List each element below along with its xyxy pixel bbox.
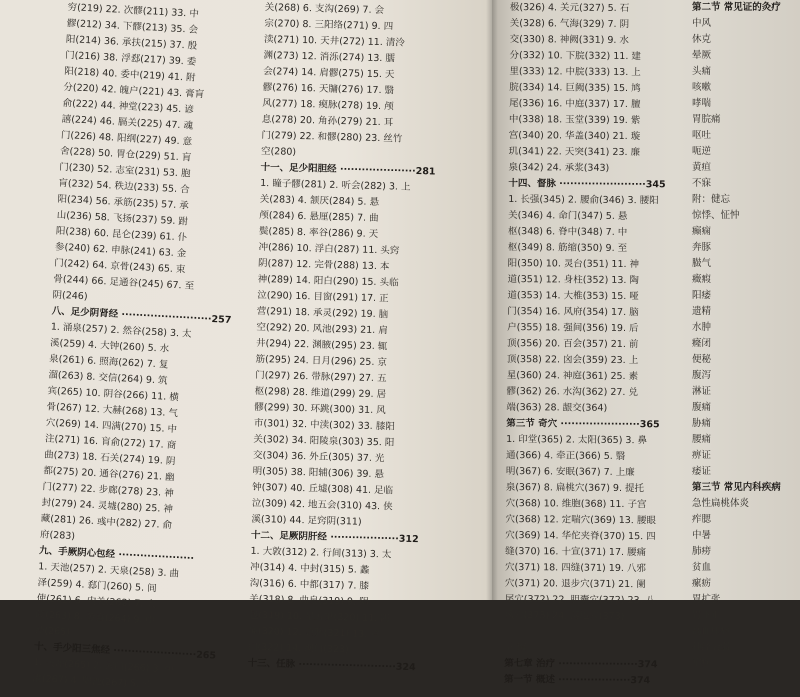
index-line: 髎(276) 16. 天牖(276) 17. 翳 [262,81,395,97]
index-line: 胁痛 [692,418,712,429]
index-line: 癃闭 [692,338,712,349]
index-line: 1. 关冲(265) 2. 液门(266) 3. 中 [32,657,175,676]
index-line: 颅(284) 6. 悬厘(285) 7. 曲 [259,209,379,225]
index-line: 髎(299) 30. 环跳(300) 31. 风 [254,401,386,417]
index-line: 哮喘 [692,98,712,109]
index-line: 泣(309) 42. 地五会(310) 43. 侠 [251,497,393,513]
index-line: 陵(263) 8. 劳宫(264) 9. 中 [35,609,156,627]
index-line: 风穴(373) 24. 落地穴(373) [504,609,625,623]
index-line: 端(363) 28. 龈交(364) [506,401,608,414]
index-line: 尾(336) 16. 中庭(337) 17. 膻 [509,97,641,111]
index-line: 钟(307) 40. 丘墟(308) 41. 足临 [252,481,394,497]
index-line: 1. 印堂(365) 2. 太阳(365) 3. 鼻 [506,433,648,447]
index-line: 1. 涌泉(257) 2. 然谷(258) 3. 太 [50,321,192,340]
index-line: 腰痛 [692,434,712,445]
index-line: 门(354) 16. 风府(354) 17. 脑 [507,305,639,319]
index-line: 奔豚 [692,242,712,253]
index-line: 参(240) 62. 申脉(241) 63. 金 [54,241,187,260]
index-line: 附：健忘 [692,194,731,205]
index-line: 枢(298) 28. 维道(299) 29. 居 [254,385,387,401]
index-line: 痄腮 [692,514,712,525]
index-line: 冲(265) [34,625,71,638]
index-line: 息(278) 20. 角孙(279) 21. 耳 [261,113,394,129]
index-line: 穴(269) 14. 四满(270) 15. 中 [45,417,178,436]
index-line: 譆(224) 46. 膈关(225) 47. 魂 [61,113,194,132]
index-line: 呃逆 [692,146,712,157]
index-line: 阳(350) 10. 灵台(351) 11. 神 [507,257,640,271]
index-line: 关(302) 34. 阳陵泉(303) 35. 阳 [253,433,395,449]
index-line: 缝(370) 16. 十宣(371) 17. 腰痛 [505,545,647,559]
index-line: 癥瘕 [692,274,712,285]
index-line: 便秘 [692,354,712,365]
index-line: 宗(270) 8. 三阳络(271) 9. 四 [264,17,394,33]
index-line: 呕吐 [692,130,712,141]
index-line: 穴(368) 12. 定喘穴(369) 13. 腰眼 [505,513,656,527]
right-page [492,0,800,687]
index-line: 阳(234) 56. 承筋(235) 57. 承 [57,193,190,212]
index-line: 都(275) 20. 通谷(276) 21. 幽 [43,465,175,484]
index-line: 第三节 常见内科疾病 [692,482,781,493]
index-line: 第七章 治疗 ······················374 [504,657,658,671]
index-line: 关(268) 6. 支沟(269) 7. 会 [264,1,385,17]
index-line: 鬓(285) 8. 率谷(286) 9. 天 [258,225,379,241]
index-line: 山(236) 58. 飞扬(237) 59. 跗 [56,209,189,228]
index-line: 明(305) 38. 阳辅(306) 39. 悬 [252,465,385,481]
index-line: 封(279) 24. 灵墟(280) 25. 神 [41,497,174,516]
index-line: 尾穴(372) 22. 胆囊穴(372) 23. 八 [504,593,656,607]
index-line: 九、手厥阴心包经 ····················· [38,545,195,565]
index-line: 神(289) 14. 阳白(290) 15. 头临 [257,273,399,289]
index-line: 溪(310) 44. 足窍阴(311) [251,513,362,528]
index-line: 户(355) 18. 强间(356) 19. 后 [507,321,639,335]
index-line: 藏(281) 26. 彧中(282) 27. 俞 [40,513,173,532]
right-page-column-1 [504,0,680,689]
index-line: 营(291) 18. 承灵(292) 19. 脑 [256,305,389,321]
index-line: 市(301) 32. 中渎(302) 33. 膝阳 [253,417,395,433]
index-line: 穷(219) 22. 次髎(211) 33. 中 [67,1,200,20]
index-line: 渎(271) 10. 天井(272) 11. 清泠 [263,33,405,49]
index-line: 胃下垂 [692,610,721,621]
index-line: 穴(371) 18. 四缝(371) 19. 八邪 [504,561,646,575]
index-line: 明(367) 6. 安眠(367) 7. 上廉 [505,465,635,479]
index-line: 中风 [692,18,712,29]
index-line: 使(261) 6. 内关(262) 7. 大 [36,593,157,611]
index-line: 十一、足少阳胆经 ·····················281 [260,161,436,178]
index-line: 枢(348) 6. 脊中(348) 7. 中 [507,225,628,239]
index-line: 冲(314) 4. 中封(315) 5. 蠡 [250,561,370,576]
index-line: 门(216) 38. 浮郄(217) 39. 委 [64,49,197,68]
index-line: 休克 [692,34,712,45]
index-line: 头痛 [692,66,712,77]
index-line: 分(332) 10. 下脘(332) 11. 建 [509,49,641,63]
index-line: 门(279) 22. 和髎(280) 23. 丝竹 [261,129,403,145]
index-line: 不寐 [692,178,712,189]
index-line: 髎(362) 26. 水沟(362) 27. 兑 [506,385,639,399]
index-line: 关(318) 8. 曲泉(319) 9. 阴 [249,593,369,608]
index-line: 腹泻 [692,370,712,381]
index-line: 渚(267) 4. 阳池(267) 5. 外 [32,673,152,691]
index-line: 胃脘痛 [692,114,721,125]
index-line: 关(283) 4. 颔厌(284) 5. 悬 [259,193,380,209]
index-line: 沟(316) 6. 中都(317) 7. 膝 [249,577,370,592]
index-line: 水肿 [692,322,712,333]
index-line: 舍(228) 50. 胃仓(229) 51. 肓 [59,145,192,164]
index-line: 玑(341) 22. 天突(341) 23. 廉 [508,145,641,159]
index-line: 泽(259) 4. 郄门(260) 5. 间 [37,577,157,595]
index-line: 中(338) 18. 玉堂(339) 19. 紫 [508,113,641,127]
index-line: 髎(212) 34. 下髎(213) 35. 会 [66,17,199,36]
index-line: 顶(358) 22. 囟会(359) 23. 上 [506,353,639,367]
index-line: 筋(295) 24. 日月(296) 25. 京 [255,353,388,369]
index-line: 泣(290) 16. 目窗(291) 17. 正 [257,289,389,305]
index-line: 宫(340) 20. 华盖(340) 21. 璇 [508,129,641,143]
index-line: 阳痿 [692,290,712,301]
index-line: 骨(267) 12. 大赫(268) 13. 气 [46,401,179,420]
index-line: 十、手少阳三焦经 ·······················265 [33,641,217,662]
index-line: 中暑 [692,530,712,541]
index-line: 门(322) 14. 期门(323) [247,641,349,656]
index-line: 下 篇 [504,641,527,654]
left-page-column-1 [32,0,232,695]
index-line: 八、足少阴肾经 ·························257 [51,305,232,326]
index-line: 阳(214) 36. 承扶(215) 37. 殷 [65,33,198,52]
index-line: 风(277) 18. 瘈脉(278) 19. 颅 [262,97,394,113]
index-line: 高血压病 [692,626,731,637]
index-line: 阳(218) 40. 委中(219) 41. 附 [63,65,196,84]
index-line: 第一节 概述 ····················374 [504,673,651,687]
index-line: 井(294) 22. 渊腋(295) 23. 辄 [255,337,388,353]
left-page-column-2 [247,0,450,677]
index-line: 阴(287) 12. 完骨(288) 13. 本 [257,257,390,273]
book-gutter-shadow [486,0,498,600]
index-line: 肓(232) 54. 秩边(233) 55. 合 [58,177,190,196]
index-line: 渊(273) 12. 消泺(274) 13. 臑 [263,49,396,65]
index-line: 门(242) 64. 京骨(243) 65. 束 [53,257,186,276]
index-line: 府(283) [39,529,76,543]
index-line: 星(360) 24. 神庭(361) 25. 素 [506,369,639,383]
index-line: 穴(368) 10. 维胞(368) 11. 子宫 [505,497,647,511]
index-line: 穴(369) 14. 华佗夹脊(370) 15. 四 [505,529,656,543]
index-line: 道(351) 12. 身柱(352) 13. 陶 [507,273,639,287]
index-line: 极(326) 4. 关元(327) 5. 石 [509,1,630,15]
index-line: 阴(246) [52,289,88,303]
index-line: 溜(263) 8. 交信(264) 9. 筑 [48,369,168,387]
index-line: 穴(371) 20. 退步穴(371) 21. 阑 [504,577,646,591]
index-line: 交(304) 36. 外丘(305) 37. 光 [252,449,385,465]
index-line: 肺痨 [692,546,712,557]
index-line: 门(226) 48. 阳纲(227) 49. 意 [60,129,193,148]
index-line: 阳(238) 60. 昆仑(239) 61. 仆 [55,225,188,244]
index-line: 骨(244) 66. 足通谷(245) 67. 至 [53,273,195,292]
index-line: 分(220) 42. 魄户(221) 43. 膏肓 [63,81,205,101]
index-line: 溪(259) 4. 大钟(260) 5. 水 [49,337,170,355]
index-line: 通(366) 4. 牵正(366) 5. 翳 [505,449,626,463]
right-page-column-2 [692,0,800,672]
index-line: 1. 大敦(312) 2. 行间(313) 3. 太 [250,545,392,561]
index-line: 神经衰弱 [692,642,731,653]
index-line: 曲(273) 18. 石关(274) 19. 阴 [43,449,176,468]
index-line: 痿证 [692,466,712,477]
index-line: 门(297) 26. 带脉(297) 27. 五 [255,369,387,385]
index-line: 泉(342) 24. 承浆(343) [508,161,610,174]
index-line: 1. 天池(257) 2. 天泉(258) 3. 曲 [38,561,180,580]
index-line: 1. 瞳子髎(281) 2. 听会(282) 3. 上 [260,177,411,193]
index-line: 痹证 [692,450,712,461]
index-line: 黄疸 [692,162,712,173]
index-line: 淋证 [692,386,712,397]
index-line: 空(280) [260,145,297,158]
index-line: 脘(334) 14. 巨阙(335) 15. 鸠 [509,81,641,95]
index-line: 空(292) 20. 风池(293) 21. 肩 [256,321,388,337]
index-line: 关(346) 4. 命门(347) 5. 悬 [508,209,628,223]
index-line: 臌气 [692,258,712,269]
index-line: 顶(356) 20. 百会(357) 21. 前 [506,337,639,351]
index-line: 道(353) 14. 大椎(353) 15. 哑 [507,289,639,303]
index-line: 晕厥 [692,50,712,61]
index-line: 癫痫 [692,226,712,237]
index-line: 遗精 [692,306,712,317]
index-line: 十三、任脉 ···························324 [247,657,416,674]
index-line: 门(277) 22. 步廊(278) 23. 神 [42,481,174,500]
index-line: 咳嗽 [692,82,712,93]
index-line: 宾(265) 10. 阴谷(266) 11. 横 [47,385,180,404]
index-line: 注(271) 16. 肓俞(272) 17. 商 [44,433,177,452]
index-line: 第三节 奇穴 ······················365 [506,417,660,431]
index-line: 冲(286) 10. 浮白(287) 11. 头窍 [258,241,400,257]
index-line: 1. 长强(345) 2. 腰俞(346) 3. 腰阳 [508,193,659,207]
index-line: 第二节 常见证的灸疗 [692,2,781,13]
index-line: 枢(349) 8. 筋缩(350) 9. 至 [507,241,628,255]
index-line: 十四、督脉 ························345 [508,177,666,191]
index-line: 包(319) 10. 足五里(320) 11. 阴 [248,609,390,625]
index-line: 胃扩张 [692,594,721,605]
index-line: 贫血 [692,562,712,573]
index-line [504,624,674,641]
index-line: 廉(320) 12. 急脉(321) 13. 章 [248,625,380,641]
index-line: 疟疾 [692,658,712,669]
index-line: 十二、足厥阴肝经 ···················312 [250,529,419,546]
index-line: 门(230) 52. 志室(231) 53. 胞 [58,161,191,180]
index-line: 会(274) 14. 肩髎(275) 15. 天 [262,65,395,81]
index-line: 交(330) 8. 神阙(331) 9. 水 [509,33,630,47]
index-line: 惊悸、怔忡 [692,210,740,221]
index-line: 急性扁桃体炎 [692,498,750,509]
index-line: 泉(261) 6. 照海(262) 7. 复 [48,353,169,371]
index-line: 腹痛 [692,402,712,413]
index-line: 泉(367) 8. 扁桃穴(367) 9. 提托 [505,481,645,495]
index-line: 关(328) 6. 气海(329) 7. 阴 [509,17,630,31]
index-line: 瘰疬 [692,578,712,589]
index-line: 里(333) 12. 中脘(333) 13. 上 [509,65,641,79]
index-line: 俞(222) 44. 神堂(223) 45. 谚 [62,97,195,116]
